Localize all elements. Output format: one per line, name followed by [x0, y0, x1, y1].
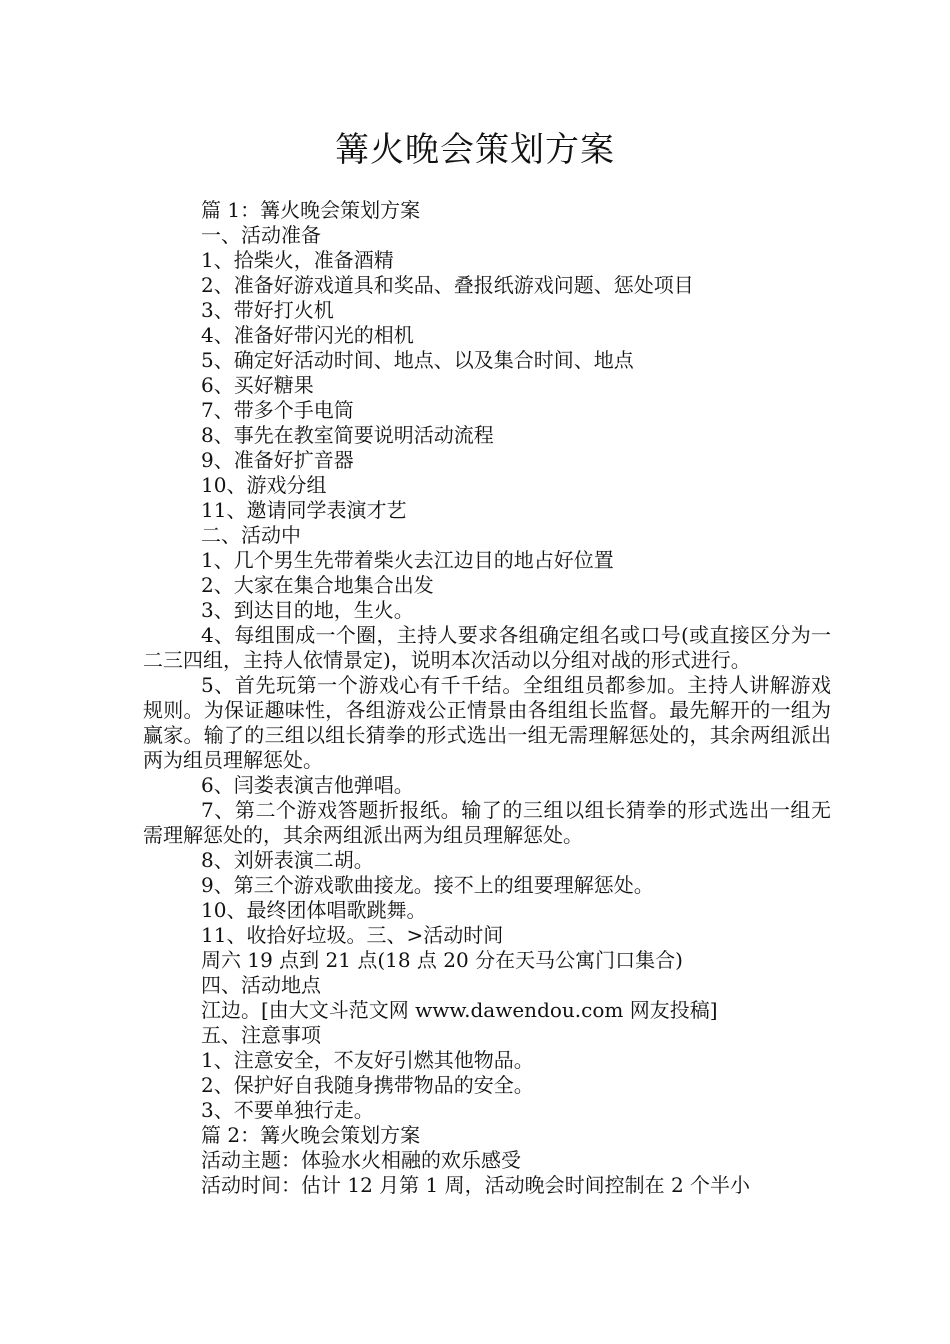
- body-line: 四、活动地点: [201, 973, 321, 997]
- body-line: 二、活动中: [201, 523, 301, 547]
- body-line: 五、注意事项: [201, 1023, 321, 1047]
- body-line: 8、事先在教室简要说明活动流程: [201, 423, 494, 447]
- body-line: 1、注意安全，不友好引燃其他物品。: [201, 1048, 534, 1072]
- body-line: 一、活动准备: [201, 223, 321, 247]
- body-paragraph: 4、每组围成一个圈，主持人要求各组确定组名或口号(或直接区分为一二三四组，主持人依情景定)，说明本次活动以分组对战的形式进行。: [143, 623, 831, 672]
- body-line: 3、不要单独行走。: [201, 1098, 374, 1122]
- body-line: 9、第三个游戏歌曲接龙。接不上的组要理解惩处。: [201, 873, 654, 897]
- body-line: 7、带多个手电筒: [201, 398, 354, 422]
- document-title: 篝火晚会策划方案: [335, 130, 615, 170]
- body-line: 11、邀请同学表演才艺: [201, 498, 407, 522]
- body-line: 9、准备好扩音器: [201, 448, 354, 472]
- body-line: 2、大家在集合地集合出发: [201, 573, 434, 597]
- body-line: 3、到达目的地，生火。: [201, 598, 414, 622]
- body-line: 10、最终团体唱歌跳舞。: [201, 898, 427, 922]
- body-line: 11、收拾好垃圾。三、>活动时间: [201, 923, 504, 947]
- body-line: 4、准备好带闪光的相机: [201, 323, 414, 347]
- body-line: 8、刘妍表演二胡。: [201, 848, 374, 872]
- document-body: [143, 198, 831, 1198]
- body-line: 篇 2：篝火晚会策划方案: [201, 1123, 421, 1147]
- body-line: 活动时间：估计 12 月第 1 周，活动晚会时间控制在 2 个半小: [201, 1173, 751, 1197]
- body-line: 1、拾柴火，准备酒精: [201, 248, 394, 272]
- body-paragraph: 5、首先玩第一个游戏心有千千结。全组组员都参加。主持人讲解游戏规则。为保证趣味性，各组游戏公正情景由各组组长监督。最先解开的一组为赢家。输了的三组以组长猜拳的形式选出一组无需理解惩处的，其余两组派出两为组员理解惩处。: [143, 673, 831, 772]
- body-line: 2、保护好自我随身携带物品的安全。: [201, 1073, 534, 1097]
- body-line: 3、带好打火机: [201, 298, 334, 322]
- body-line: 6、闫娄表演吉他弹唱。: [201, 773, 414, 797]
- body-line: 篇 1：篝火晚会策划方案: [201, 198, 421, 222]
- body-line: 6、买好糖果: [201, 373, 314, 397]
- body-line: 10、游戏分组: [201, 473, 327, 497]
- body-line: 江边。[由大文斗范文网 www.dawendou.com 网友投稿]: [201, 998, 718, 1022]
- body-paragraph: 7、第二个游戏答题折报纸。输了的三组以组长猜拳的形式选出一组无需理解惩处的，其余两组派出两为组员理解惩处。: [143, 798, 831, 847]
- body-line: 5、确定好活动时间、地点、以及集合时间、地点: [201, 348, 634, 372]
- body-line: 活动主题：体验水火相融的欢乐感受: [201, 1148, 521, 1172]
- body-line: 周六 19 点到 21 点(18 点 20 分在天马公寓门口集合): [201, 948, 683, 972]
- body-line: 1、几个男生先带着柴火去江边目的地占好位置: [201, 548, 614, 572]
- body-line: 2、准备好游戏道具和奖品、叠报纸游戏问题、惩处项目: [201, 273, 694, 297]
